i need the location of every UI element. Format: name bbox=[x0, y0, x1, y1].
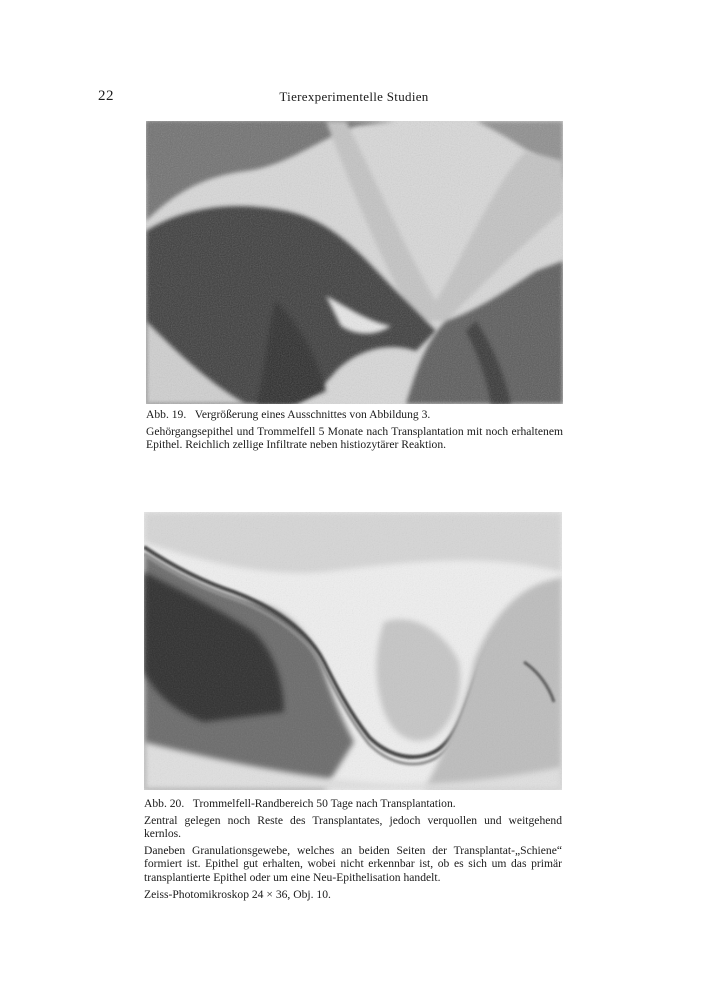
figure-label: Abb. 19. bbox=[146, 408, 187, 421]
caption-figure-20 bbox=[144, 797, 562, 901]
figure-description: Daneben Granulationsgewebe, welches an beiden Seiten der Transplantat-„Schiene“ formiert ist. Epithel gut erhalten, wobei nicht erkennbar ist, ob es sich um das primär transplantierte Epithel oder um eine Neu-Epithelisation handelt. bbox=[144, 843, 562, 884]
figure-19-micrograph bbox=[146, 121, 563, 404]
figure-description: Zentral gelegen noch Reste des Transplantates, jedoch verquollen und weitgehend kernlos. bbox=[144, 813, 562, 841]
micrograph-image bbox=[144, 512, 562, 790]
figure-20-micrograph bbox=[144, 512, 562, 790]
figure-label: Abb. 20. bbox=[144, 797, 185, 810]
page-number: 22 bbox=[98, 88, 114, 104]
figure-technical-note: Zeiss-Photomikroskop 24 × 36, Obj. 10. bbox=[144, 887, 331, 901]
figure-title: Trommelfell-Randbereich 50 Tage nach Transplantation. bbox=[192, 797, 456, 810]
micrograph-image bbox=[146, 121, 563, 404]
figure-title: Vergrößerung eines Ausschnittes von Abbildung 3. bbox=[194, 408, 431, 421]
figure-description: Gehörgangsepithel und Trommelfell 5 Monate nach Transplantation mit noch erhaltenem Epithel. Reichlich zellige Infiltrate neben histiozytärer Reaktion. bbox=[146, 424, 563, 452]
caption-figure-19 bbox=[146, 408, 563, 452]
running-title: Tierexperimentelle Studien bbox=[279, 89, 429, 104]
